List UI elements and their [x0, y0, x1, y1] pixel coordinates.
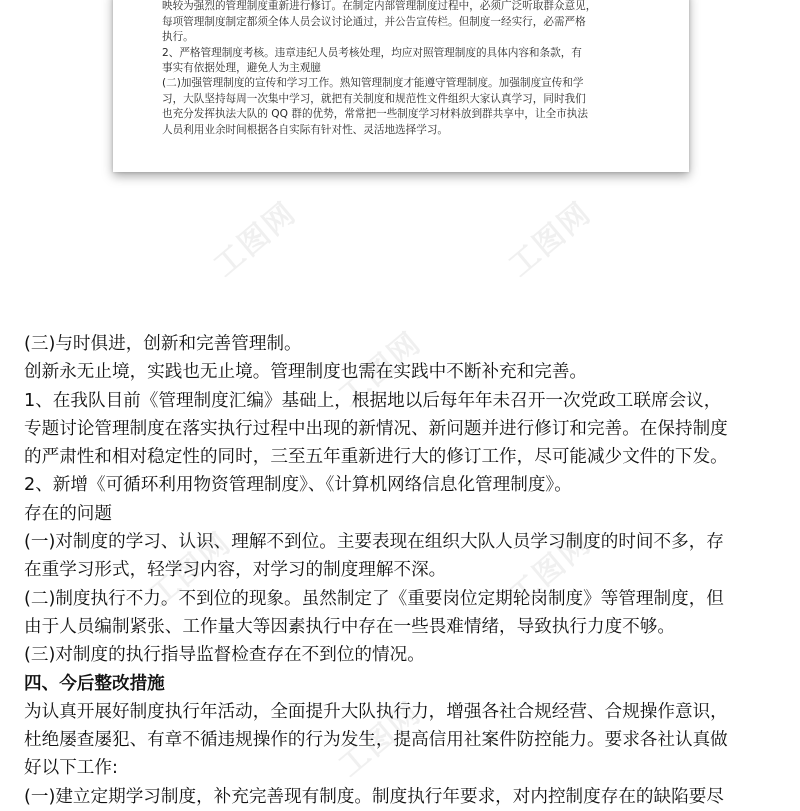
paragraph-line: (一)对制度的学习、认识、理解不到位。主要表现在组织大队人员学习制度的时间不多，存	[24, 532, 724, 553]
paragraph-line: (三)与时俱进，创新和完善管理制。	[24, 334, 302, 354]
paragraph-line: (二)制度执行不力。不到位的现象。虽然制定了《重要岗位定期轮岗制度》等管理制度，但	[24, 588, 724, 609]
paragraph-line: 存在的问题	[24, 503, 112, 524]
preview-text-line: 习，大队坚持每周一次集中学习，就把有关制度和规范性文件组织大家认真学习，同时我们	[162, 92, 586, 105]
preview-text-line: 也充分发挥执法大队的 QQ 群的优势，常常把一些制度学习材料放到群共享中，让全市执法	[162, 108, 588, 121]
paragraph-line: 2、新增《可循环利用物资管理制度》、《计算机网络信息化管理制度》。	[24, 475, 572, 496]
watermark-text: 工图网	[207, 195, 304, 284]
document-preview-card	[113, 0, 689, 172]
paragraph-line: 专题讨论管理制度在落实执行过程中出现的新情况、新问题并进行修订和完善。在保持制度	[24, 418, 728, 439]
document-body	[24, 330, 784, 811]
paragraph-line: 在重学习形式，轻学习内容，对学习的制度理解不深。	[24, 560, 447, 581]
paragraph-line: 好以下工作:	[24, 758, 118, 779]
paragraph-line: (三)对制度的执行指导监督检查存在不到位的情况。	[24, 645, 425, 666]
paragraph-line: 的严肃性和相对稳定性的同时，三至五年重新进行大的修订工作，尽可能减少文件的下发。	[24, 447, 728, 468]
paragraph-line: 为认真开展好制度执行年活动，全面提升大队执行力，增强各社合规经营、合规操作意识，	[24, 701, 728, 722]
paragraph-line: 杜绝屡查屡犯、有章不循违规操作的行为发生，提高信用社案件防控能力。要求各社认真做	[24, 730, 728, 751]
watermark-text: 工图网	[502, 525, 599, 614]
watermark-text: 工图网	[142, 525, 239, 614]
preview-text-line: 执行。	[162, 31, 194, 44]
watermark-text: 工图网	[502, 195, 599, 284]
paragraph-line: 由于人员编制紧张、工作量大等因素执行中存在一些畏难情绪，导致执行力度不够。	[24, 616, 675, 637]
preview-text-line: 事实有依据处理，避免人为主观臆	[162, 61, 321, 74]
preview-text-block	[162, 0, 652, 138]
paragraph-line: 1、在我队目前《管理制度汇编》基础上，根据地以后每年年未召开一次党政工联席会议，	[24, 390, 722, 411]
watermark-text: 工图网	[332, 325, 429, 414]
watermark-text: 工图网	[332, 695, 429, 784]
paragraph-line: (一)建立定期学习制度，补充完善现有制度。制度执行年要求，对内控制度存在的缺陷要尽	[24, 786, 724, 807]
preview-text-line: 人员利用业余时间根据各自实际有针对性、灵活地选择学习。	[162, 123, 449, 136]
preview-text-line: 2、严格管理制度考核。违章违纪人员考核处理，均应对照管理制度的具体内容和条款，有	[162, 46, 582, 59]
preview-text-line: (二)加强管理制度的宣传和学习工作。熟知管理制度才能遵守管理制度。加强制度宣传和学	[162, 77, 584, 90]
preview-text-line: 每项管理制度制定都须全体人员会议讨论通过，并公告宣传栏。但制度一经实行，必需严格	[162, 15, 586, 28]
paragraph-line: 创新永无止境，实践也无止境。管理制度也需在实践中不断补充和完善。	[24, 362, 588, 383]
section-heading: 四、今后整改措施	[24, 673, 165, 694]
preview-text-line: 映较为强烈的管理制度重新进行修订。在制定内部管理制度过程中，必须广泛听取群众意见，	[162, 0, 597, 13]
